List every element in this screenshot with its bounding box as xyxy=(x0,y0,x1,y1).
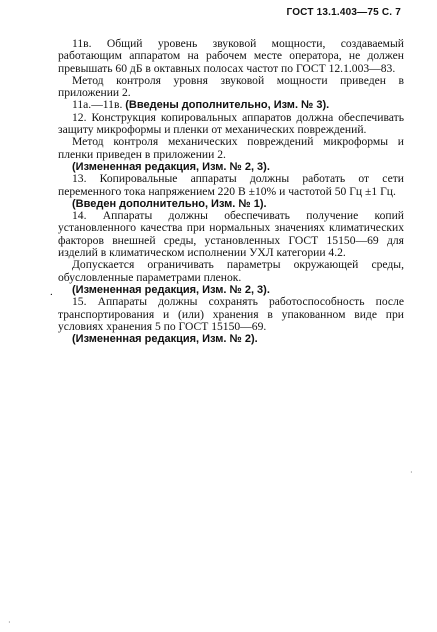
scan-speck: · xyxy=(410,468,413,477)
scan-speck: . xyxy=(50,286,53,298)
paragraph-13: 13. Копировальные аппараты должны работать от сети переменного тока напряжением 220 В ±10% и частотой 50 Гц ±1 Гц. xyxy=(58,172,404,198)
page-header: ГОСТ 13.1.403—75 С. 7 xyxy=(286,7,401,18)
paragraph-11v: 11в. Общий уровень звуковой мощности, создаваемый работающим аппаратом на рабочем месте оператора, не должен превышать 60 дБ в октавных полосах частот по ГОСТ 12.1.003—83. xyxy=(58,37,404,75)
paragraph-12-method: Метод контроля механических повреждений микроформы и пленки приведен в приложении 2. xyxy=(58,135,404,161)
page-body xyxy=(58,38,404,345)
scan-speck: · xyxy=(8,618,11,627)
note-prefix: 11а.—11в. xyxy=(72,98,126,112)
paragraph-11a-11v-note xyxy=(58,99,404,111)
paragraph-15: 15. Аппараты должны сохранять работоспособность после транспортирования и (или) хранения в упакованном виде при условиях хранения 5 по ГОСТ 15150—69. xyxy=(58,295,404,333)
amendment-note-12: (Измененная редакция, Изм. № 2, 3). xyxy=(72,160,270,173)
paragraph-14: 14. Аппараты должны обеспечивать получение копий установленного качества при нормальных значениях климатических факторов внешней среды, установленных ГОСТ 15150—69 для изделий в климатическом исполнении УХЛ категории 4.2. xyxy=(58,209,404,260)
paragraph-12: 12. Конструкция копировальных аппаратов должна обеспечивать защиту микроформы и пленки от механических повреждений. xyxy=(58,110,404,137)
amendment-note-14: (Измененная редакция, Изм. № 2, 3). xyxy=(72,283,270,296)
amendment-note-15: (Измененная редакция, Изм. № 2). xyxy=(72,333,258,346)
note-amendment: (Введены дополнительно, Изм. № 3). xyxy=(125,99,330,112)
paragraph-11v-method: Метод контроля уровня звуковой мощности приведен в приложении 2. xyxy=(58,73,404,100)
paragraph-14-allowance: Допускается ограничивать параметры окружающей среды, обусловленные параметрами пленок. xyxy=(58,258,404,284)
amendment-note-13: (Введен дополнительно, Изм. № 1). xyxy=(72,197,267,210)
